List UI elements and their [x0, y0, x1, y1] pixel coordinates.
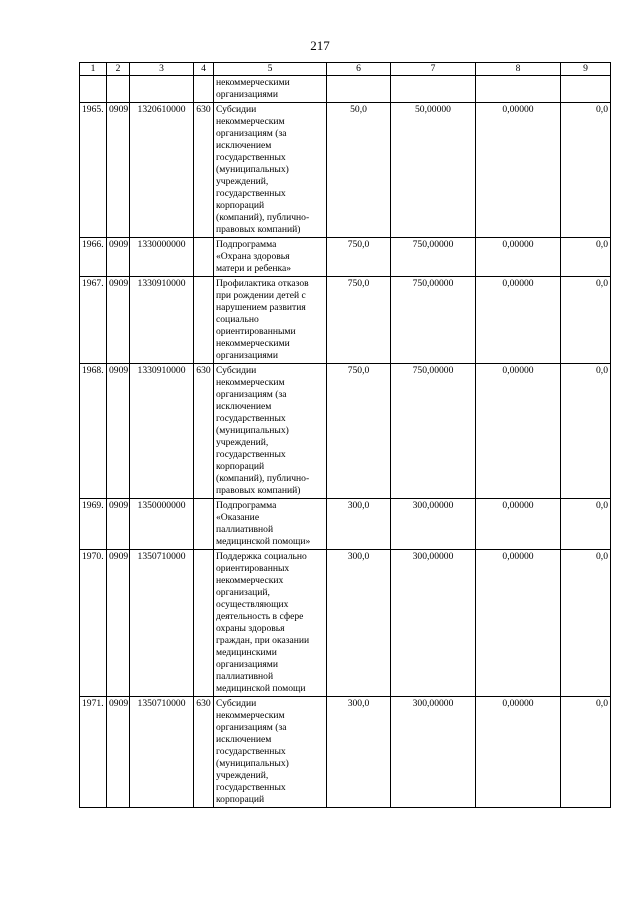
row-number-cell: 1965.: [80, 103, 107, 238]
column-header: 6: [327, 63, 391, 76]
row-number-cell: 1969.: [80, 499, 107, 550]
amount-cell: 750,0: [327, 238, 391, 277]
row-number-cell: 1971.: [80, 697, 107, 808]
name-line: (муниципальных): [216, 425, 289, 436]
percent-cell: 0,0: [561, 499, 611, 550]
amount-cell: 750,00000: [391, 277, 476, 364]
name-line: государственных: [216, 746, 286, 757]
name-line: государственных: [216, 413, 286, 424]
amount-cell: 0,00000: [476, 277, 561, 364]
amount-cell: 750,0: [327, 364, 391, 499]
name-line: Подпрограмма: [216, 500, 277, 511]
column-header: 3: [130, 63, 194, 76]
percent-cell: 0,0: [561, 103, 611, 238]
name-line: организаций,: [216, 587, 270, 598]
section-code-cell: 0909: [107, 103, 130, 238]
name-line: некоммерческим: [216, 710, 285, 721]
name-line: учреждений,: [216, 770, 269, 781]
name-line: Субсидии: [216, 104, 257, 115]
name-line: правовых компаний): [216, 485, 301, 496]
column-header: 4: [194, 63, 214, 76]
amount-cell: 300,00000: [391, 697, 476, 808]
name-cell: [214, 499, 327, 550]
name-line: некоммерческими: [216, 77, 290, 88]
target-article-cell: [130, 76, 194, 103]
amount-cell: 0,00000: [476, 550, 561, 697]
name-line: государственных: [216, 152, 286, 163]
name-line: корпораций: [216, 794, 265, 805]
target-article-cell: 1330000000: [130, 238, 194, 277]
target-article-cell: 1350710000: [130, 697, 194, 808]
column-header: 2: [107, 63, 130, 76]
section-code-cell: 0909: [107, 277, 130, 364]
column-header: 8: [476, 63, 561, 76]
name-cell: [214, 697, 327, 808]
expense-type-cell: [194, 238, 214, 277]
name-line: (компаний), публично-: [216, 212, 310, 223]
expense-type-cell: 630: [194, 103, 214, 238]
page-number: 217: [310, 38, 330, 53]
name-line: паллиативной: [216, 671, 274, 682]
name-line: медицинской помощи: [216, 683, 306, 694]
row-number-cell: 1966.: [80, 238, 107, 277]
target-article-cell: 1350000000: [130, 499, 194, 550]
section-code-cell: 0909: [107, 364, 130, 499]
row-number-cell: 1968.: [80, 364, 107, 499]
target-article-cell: 1350710000: [130, 550, 194, 697]
name-line: нарушением развития: [216, 302, 306, 313]
name-line: Подпрограмма: [216, 239, 277, 250]
percent-cell: 0,0: [561, 277, 611, 364]
name-line: исключением: [216, 734, 272, 745]
name-line: деятельность в сфере: [216, 611, 304, 622]
column-header: 5: [214, 63, 327, 76]
name-line: правовых компаний): [216, 224, 301, 235]
name-line: организациям (за: [216, 128, 287, 139]
row-number-cell: 1970.: [80, 550, 107, 697]
name-line: некоммерческим: [216, 116, 285, 127]
amount-cell: 750,00000: [391, 364, 476, 499]
name-line: «Оказание: [216, 512, 260, 523]
name-line: Поддержка социально: [216, 551, 307, 562]
section-code-cell: 0909: [107, 499, 130, 550]
expense-type-cell: 630: [194, 364, 214, 499]
name-cell: [214, 238, 327, 277]
name-cell: [214, 103, 327, 238]
table-row: [80, 697, 611, 808]
section-code-cell: [107, 76, 130, 103]
amount-cell: 300,0: [327, 550, 391, 697]
name-line: (муниципальных): [216, 758, 289, 769]
name-line: ориентированных: [216, 563, 290, 574]
name-line: граждан, при оказании: [216, 635, 310, 646]
section-code-cell: 0909: [107, 550, 130, 697]
name-line: ориентированными: [216, 326, 296, 337]
name-line: при рождении детей с: [216, 290, 306, 301]
target-article-cell: 1330910000: [130, 277, 194, 364]
name-cell: [214, 277, 327, 364]
name-line: учреждений,: [216, 176, 269, 187]
name-line: Субсидии: [216, 365, 257, 376]
expense-type-cell: 630: [194, 697, 214, 808]
expense-type-cell: [194, 277, 214, 364]
column-header: 1: [80, 63, 107, 76]
amount-cell: 0,00000: [476, 364, 561, 499]
name-line: исключением: [216, 401, 272, 412]
name-line: исключением: [216, 140, 272, 151]
name-line: медицинскими: [216, 647, 277, 658]
name-line: (компаний), публично-: [216, 473, 310, 484]
amount-cell: [476, 76, 561, 103]
amount-cell: 300,00000: [391, 550, 476, 697]
row-number-cell: [80, 76, 107, 103]
section-code-cell: 0909: [107, 697, 130, 808]
name-line: матери и ребенка»: [216, 263, 292, 274]
name-line: социально: [216, 314, 259, 325]
budget-table: [79, 62, 611, 808]
expense-type-cell: [194, 76, 214, 103]
expense-type-cell: [194, 550, 214, 697]
percent-cell: 0,0: [561, 238, 611, 277]
name-line: организациями: [216, 350, 278, 361]
name-line: государственных: [216, 782, 286, 793]
amount-cell: 300,0: [327, 697, 391, 808]
amount-cell: 0,00000: [476, 103, 561, 238]
table-row: [80, 277, 611, 364]
name-line: охраны здоровья: [216, 623, 285, 634]
name-line: корпораций: [216, 200, 265, 211]
name-line: организациям (за: [216, 722, 287, 733]
table-row: [80, 103, 611, 238]
table-row: [80, 499, 611, 550]
percent-cell: 0,0: [561, 697, 611, 808]
row-number-cell: 1967.: [80, 277, 107, 364]
name-line: «Охрана здоровья: [216, 251, 290, 262]
name-line: медицинской помощи»: [216, 536, 311, 547]
section-code-cell: 0909: [107, 238, 130, 277]
column-header: 7: [391, 63, 476, 76]
target-article-cell: 1330910000: [130, 364, 194, 499]
name-line: (муниципальных): [216, 164, 289, 175]
table-row: [80, 364, 611, 499]
amount-cell: 750,0: [327, 277, 391, 364]
amount-cell: 300,00000: [391, 499, 476, 550]
name-line: Субсидии: [216, 698, 257, 709]
header-row: [80, 63, 611, 76]
table-row: [80, 550, 611, 697]
percent-cell: 0,0: [561, 550, 611, 697]
amount-cell: [391, 76, 476, 103]
amount-cell: 750,00000: [391, 238, 476, 277]
amount-cell: 0,00000: [476, 238, 561, 277]
name-line: паллиативной: [216, 524, 274, 535]
name-line: некоммерческими: [216, 338, 290, 349]
name-line: осуществляющих: [216, 599, 289, 610]
column-header: 9: [561, 63, 611, 76]
name-cell: [214, 550, 327, 697]
name-line: Профилактика отказов: [216, 278, 309, 289]
name-line: государственных: [216, 449, 286, 460]
name-cell: [214, 364, 327, 499]
table-body: [80, 76, 611, 808]
expense-type-cell: [194, 499, 214, 550]
amount-cell: 300,0: [327, 499, 391, 550]
name-line: организациями: [216, 659, 278, 670]
amount-cell: 50,0: [327, 103, 391, 238]
name-line: корпораций: [216, 461, 265, 472]
name-cell: [214, 76, 327, 103]
percent-cell: 0,0: [561, 364, 611, 499]
percent-cell: [561, 76, 611, 103]
name-line: некоммерческих: [216, 575, 284, 586]
amount-cell: 0,00000: [476, 697, 561, 808]
amount-cell: [327, 76, 391, 103]
name-line: организациям (за: [216, 389, 287, 400]
target-article-cell: 1320610000: [130, 103, 194, 238]
name-line: государственных: [216, 188, 286, 199]
name-line: учреждений,: [216, 437, 269, 448]
amount-cell: 0,00000: [476, 499, 561, 550]
name-line: некоммерческим: [216, 377, 285, 388]
table-row: [80, 76, 611, 103]
name-line: организациями: [216, 89, 278, 100]
amount-cell: 50,00000: [391, 103, 476, 238]
table-row: [80, 238, 611, 277]
